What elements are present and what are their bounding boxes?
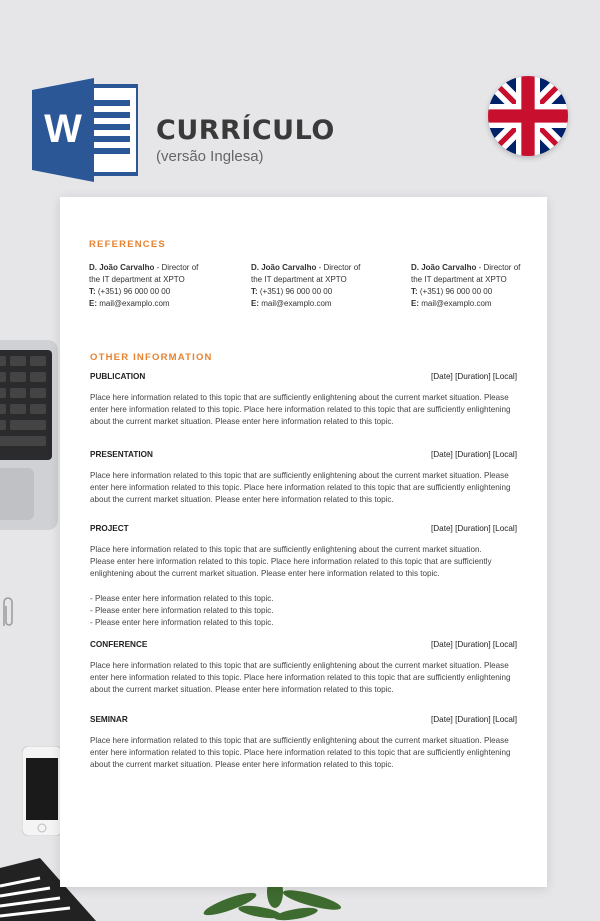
uk-flag-icon — [488, 76, 568, 156]
body-line: enlightening about the current market situation. Please enter here information related to this topic. — [90, 569, 440, 578]
reference-email: mail@examplo.com — [97, 299, 170, 308]
section-body — [90, 544, 517, 580]
info-section-publication — [90, 372, 517, 428]
body-line: about the current market situation. Please enter here information related to this topic. — [90, 685, 394, 694]
body-line: enter here information related to this topic. Place here information related to this topic that are sufficiently enlightening — [90, 673, 511, 682]
section-meta: [Date] [Duration] [Local] — [430, 715, 517, 724]
title-block — [156, 117, 335, 165]
section-label: CONFERENCE — [90, 640, 148, 649]
body-line: Place here information related to this topic that are sufficiently enlightening about the current market situation. Please — [90, 471, 509, 480]
reference-role: - Director of — [316, 263, 361, 272]
reference-department: the IT department at XPTO — [251, 275, 347, 284]
info-section-project — [90, 524, 517, 629]
bullet-list — [90, 593, 517, 629]
reference-card — [411, 262, 531, 310]
phone-label: T: — [89, 287, 96, 296]
list-item: - Please enter here information related to this topic. — [90, 606, 274, 615]
info-section-conference — [90, 640, 517, 696]
reference-role: - Director of — [476, 263, 521, 272]
body-line: enter here information related to this topic. Place here information related to this topic that are sufficiently enlightening — [90, 405, 511, 414]
phone-label: T: — [411, 287, 418, 296]
info-section-seminar — [90, 715, 517, 771]
body-line: about the current market situation. Please enter here information related to this topic. — [90, 760, 394, 769]
section-body — [90, 392, 517, 428]
page-title: CURRÍCULO — [156, 115, 335, 146]
body-line: about the current market situation. Please enter here information related to this topic. — [90, 417, 394, 426]
body-line: Please enter here information related to this topic. Place here information related to this topic that are sufficiently — [90, 557, 492, 566]
reference-name: D. João Carvalho — [89, 263, 155, 272]
reference-phone: (+351) 96 000 00 00 — [417, 287, 493, 296]
body-line: Place here information related to this topic that are sufficiently enlightening about the current market situation. Please — [90, 393, 509, 402]
phone-label: T: — [251, 287, 258, 296]
section-body — [90, 735, 517, 771]
resume-page — [60, 197, 547, 887]
reference-phone: (+351) 96 000 00 00 — [257, 287, 333, 296]
reference-email: mail@examplo.com — [259, 299, 332, 308]
reference-card — [89, 262, 209, 310]
word-logo-letter: W — [44, 107, 82, 151]
section-label: SEMINAR — [90, 715, 128, 724]
page-subtitle: (versão Inglesa) — [156, 148, 264, 165]
phone-image — [22, 746, 62, 836]
reference-name: D. João Carvalho — [411, 263, 477, 272]
body-line: about the current market situation. Please enter here information related to this topic. — [90, 495, 394, 504]
body-line: Place here information related to this topic that are sufficiently enlightening about the current market situation. — [90, 545, 482, 554]
reference-phone: (+351) 96 000 00 00 — [95, 287, 171, 296]
section-label: PRESENTATION — [90, 450, 153, 459]
email-label: E: — [89, 299, 97, 308]
section-label: PUBLICATION — [90, 372, 146, 381]
word-icon — [32, 78, 138, 182]
list-item: - Please enter here information related to this topic. — [90, 594, 274, 603]
section-meta: [Date] [Duration] [Local] — [430, 640, 517, 649]
body-line: Place here information related to this topic that are sufficiently enlightening about the current market situation. Please — [90, 736, 509, 745]
section-label: PROJECT — [90, 524, 129, 533]
body-line: enter here information related to this topic. Place here information related to this topic that are sufficiently enlightening — [90, 748, 511, 757]
email-label: E: — [251, 299, 259, 308]
reference-role: - Director of — [154, 263, 199, 272]
body-line: enter here information related to this topic. Place here information related to this topic that are sufficiently enlightening — [90, 483, 511, 492]
section-meta: [Date] [Duration] [Local] — [430, 450, 517, 459]
section-body — [90, 470, 517, 506]
email-label: E: — [411, 299, 419, 308]
section-body — [90, 660, 517, 696]
reference-card — [251, 262, 371, 310]
other-information-heading: OTHER INFORMATION — [90, 352, 213, 363]
info-section-presentation — [90, 450, 517, 506]
list-item: - Please enter here information related to this topic. — [90, 618, 274, 627]
section-meta: [Date] [Duration] [Local] — [430, 524, 517, 533]
reference-department: the IT department at XPTO — [411, 275, 507, 284]
section-meta: [Date] [Duration] [Local] — [430, 372, 517, 381]
laptop-image — [0, 340, 60, 530]
body-line: Place here information related to this topic that are sufficiently enlightening about the current market situation. Please — [90, 661, 509, 670]
reference-name: D. João Carvalho — [251, 263, 317, 272]
reference-email: mail@examplo.com — [419, 299, 492, 308]
reference-department: the IT department at XPTO — [89, 275, 185, 284]
references-heading: REFERENCES — [89, 239, 166, 250]
paperclip-icon — [0, 596, 14, 630]
